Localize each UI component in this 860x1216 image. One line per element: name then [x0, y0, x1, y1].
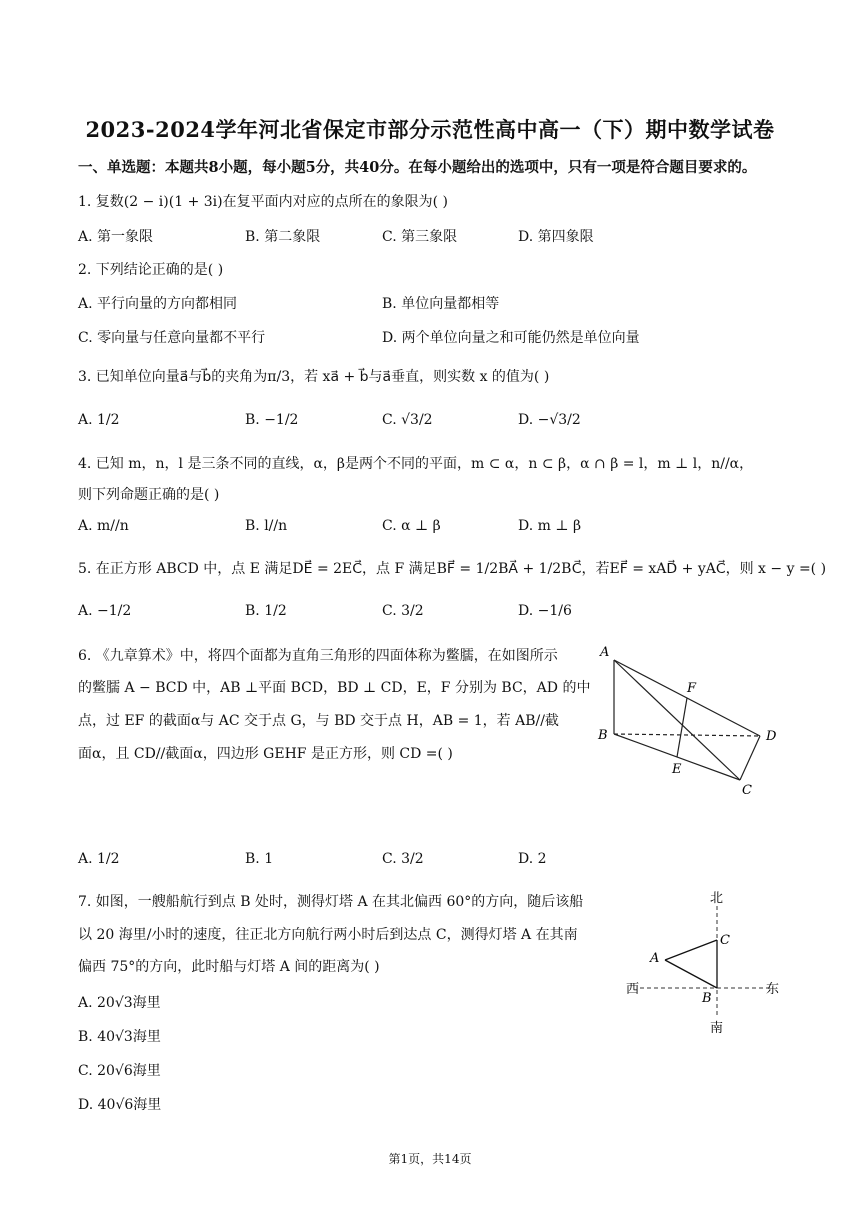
question-6-stem-line-1: 6. 《九章算术》中，将四个面都为直角三角形的四面体称为鳖臑，在如图所示: [78, 648, 558, 664]
label-c: C: [742, 783, 752, 798]
question-5-option-c: C. 3/2: [382, 603, 424, 619]
question-6-option-c: C. 3/2: [382, 851, 424, 867]
question-1-option-b: B. 第二象限: [245, 229, 321, 245]
question-1-option-c: C. 第三象限: [382, 229, 458, 245]
label-b: B: [702, 991, 712, 1006]
question-2-option-b: B. 单位向量都相等: [382, 296, 500, 312]
question-1-stem: 1. 复数(2 − i)(1 + 3i)在复平面内对应的点所在的象限为( ): [78, 194, 448, 210]
page-title: 2023-2024学年河北省保定市部分示范性高中高一（下）期中数学试卷: [85, 117, 775, 142]
question-2-option-c: C. 零向量与任意向量都不平行: [78, 330, 266, 346]
label-b: B: [598, 728, 608, 743]
question-3-option-d: D. −√3/2: [518, 412, 581, 428]
label-d: D: [766, 729, 777, 744]
question-7-option-d: D. 40√6海里: [78, 1097, 162, 1113]
edge-cd: [740, 736, 760, 780]
question-5-option-b: B. 1/2: [245, 603, 287, 619]
label-a: A: [600, 645, 610, 660]
question-6-stem-line-4: 面α，且 CD//截面α，四边形 GEHF 是正方形，则 CD =( ): [78, 746, 453, 762]
question-4-stem-line-2: 则下列命题正确的是( ): [78, 487, 220, 503]
question-7-option-a: A. 20√3海里: [78, 995, 161, 1011]
question-6-stem-line-2: 的鳖臑 A − BCD 中，AB ⊥平面 BCD，BD ⊥ CD，E，F 分别为 BC，AD 的中: [78, 680, 591, 696]
edge-bd-dashed: [614, 734, 760, 736]
question-7-stem-line-2: 以 20 海里/小时的速度，往正北方向航行两小时后到达点 C，测得灯塔 A 在其南: [78, 927, 578, 943]
question-3-option-b: B. −1/2: [245, 412, 299, 428]
label-a: A: [650, 951, 660, 966]
question-7-option-b: B. 40√3海里: [78, 1029, 161, 1045]
question-4-option-b: B. l//n: [245, 518, 288, 534]
question-6-stem-line-3: 点，过 EF 的截面α与 AC 交于点 G，与 BD 交于点 H，AB = 1，若 AB//截: [78, 713, 559, 729]
question-6-option-b: B. 1: [245, 851, 274, 867]
label-north: 北: [710, 891, 724, 906]
segment-ab: [665, 960, 717, 988]
question-2-stem: 2. 下列结论正确的是( ): [78, 262, 224, 278]
question-7-stem-line-3: 偏西 75°的方向，此时船与灯塔 A 间的距离为( ): [78, 959, 380, 975]
question-2-option-a: A. 平行向量的方向都相同: [78, 296, 238, 312]
question-2-option-d: D. 两个单位向量之和可能仍然是单位向量: [382, 330, 640, 346]
question-6-option-d: D. 2: [518, 851, 547, 867]
segment-ac: [665, 940, 717, 960]
question-1-option-d: D. 第四象限: [518, 229, 594, 245]
question-6-option-a: A. 1/2: [78, 851, 120, 867]
page-footer: 第1页，共14页: [388, 1152, 472, 1166]
label-south: 南: [710, 1021, 724, 1036]
question-3-option-a: A. 1/2: [78, 412, 120, 428]
question-4-option-c: C. α ⊥ β: [382, 518, 441, 534]
label-c: C: [720, 933, 730, 948]
question-5-option-a: A. −1/2: [78, 603, 132, 619]
question-4-option-a: A. m//n: [78, 518, 129, 534]
question-1-option-a: A. 第一象限: [78, 229, 154, 245]
label-e: E: [672, 762, 682, 777]
question-5-stem: 5. 在正方形 ABCD 中，点 E 满足DE⃗ = 2EC⃗，点 F 满足BF⃗ = 1/2BA⃗ + 1/2BC⃗，若EF⃗ = xAD⃗ + yAC⃗，则 x − y =( ): [78, 561, 827, 577]
question-5-option-d: D. −1/6: [518, 603, 572, 619]
label-west: 西: [626, 982, 640, 997]
question-3-option-c: C. √3/2: [382, 412, 433, 428]
label-east: 东: [766, 982, 780, 997]
section-heading: 一、单选题：本题共8小题，每小题5分，共40分。在每小题给出的选项中，只有一项是符合题目要求的。: [78, 159, 757, 176]
question-4-option-d: D. m ⊥ β: [518, 518, 582, 534]
question-7-stem-line-1: 7. 如图，一艘船航行到点 B 处时，测得灯塔 A 在其北偏西 60°的方向，随后该船: [78, 894, 584, 910]
label-f: F: [687, 681, 697, 696]
compass-figure: [620, 884, 790, 1042]
question-4-stem-line-1: 4. 已知 m，n，l 是三条不同的直线，α，β是两个不同的平面，m ⊂ α，n ⊂ β，α ∩ β = l，m ⊥ l，n//α，: [78, 456, 754, 472]
question-7-option-c: C. 20√6海里: [78, 1063, 161, 1079]
tetrahedron-figure: [592, 642, 792, 800]
question-3-stem: 3. 已知单位向量a⃗与b⃗的夹角为π/3，若 xa⃗ + b⃗与a⃗垂直，则实数 x 的值为( ): [78, 369, 550, 385]
